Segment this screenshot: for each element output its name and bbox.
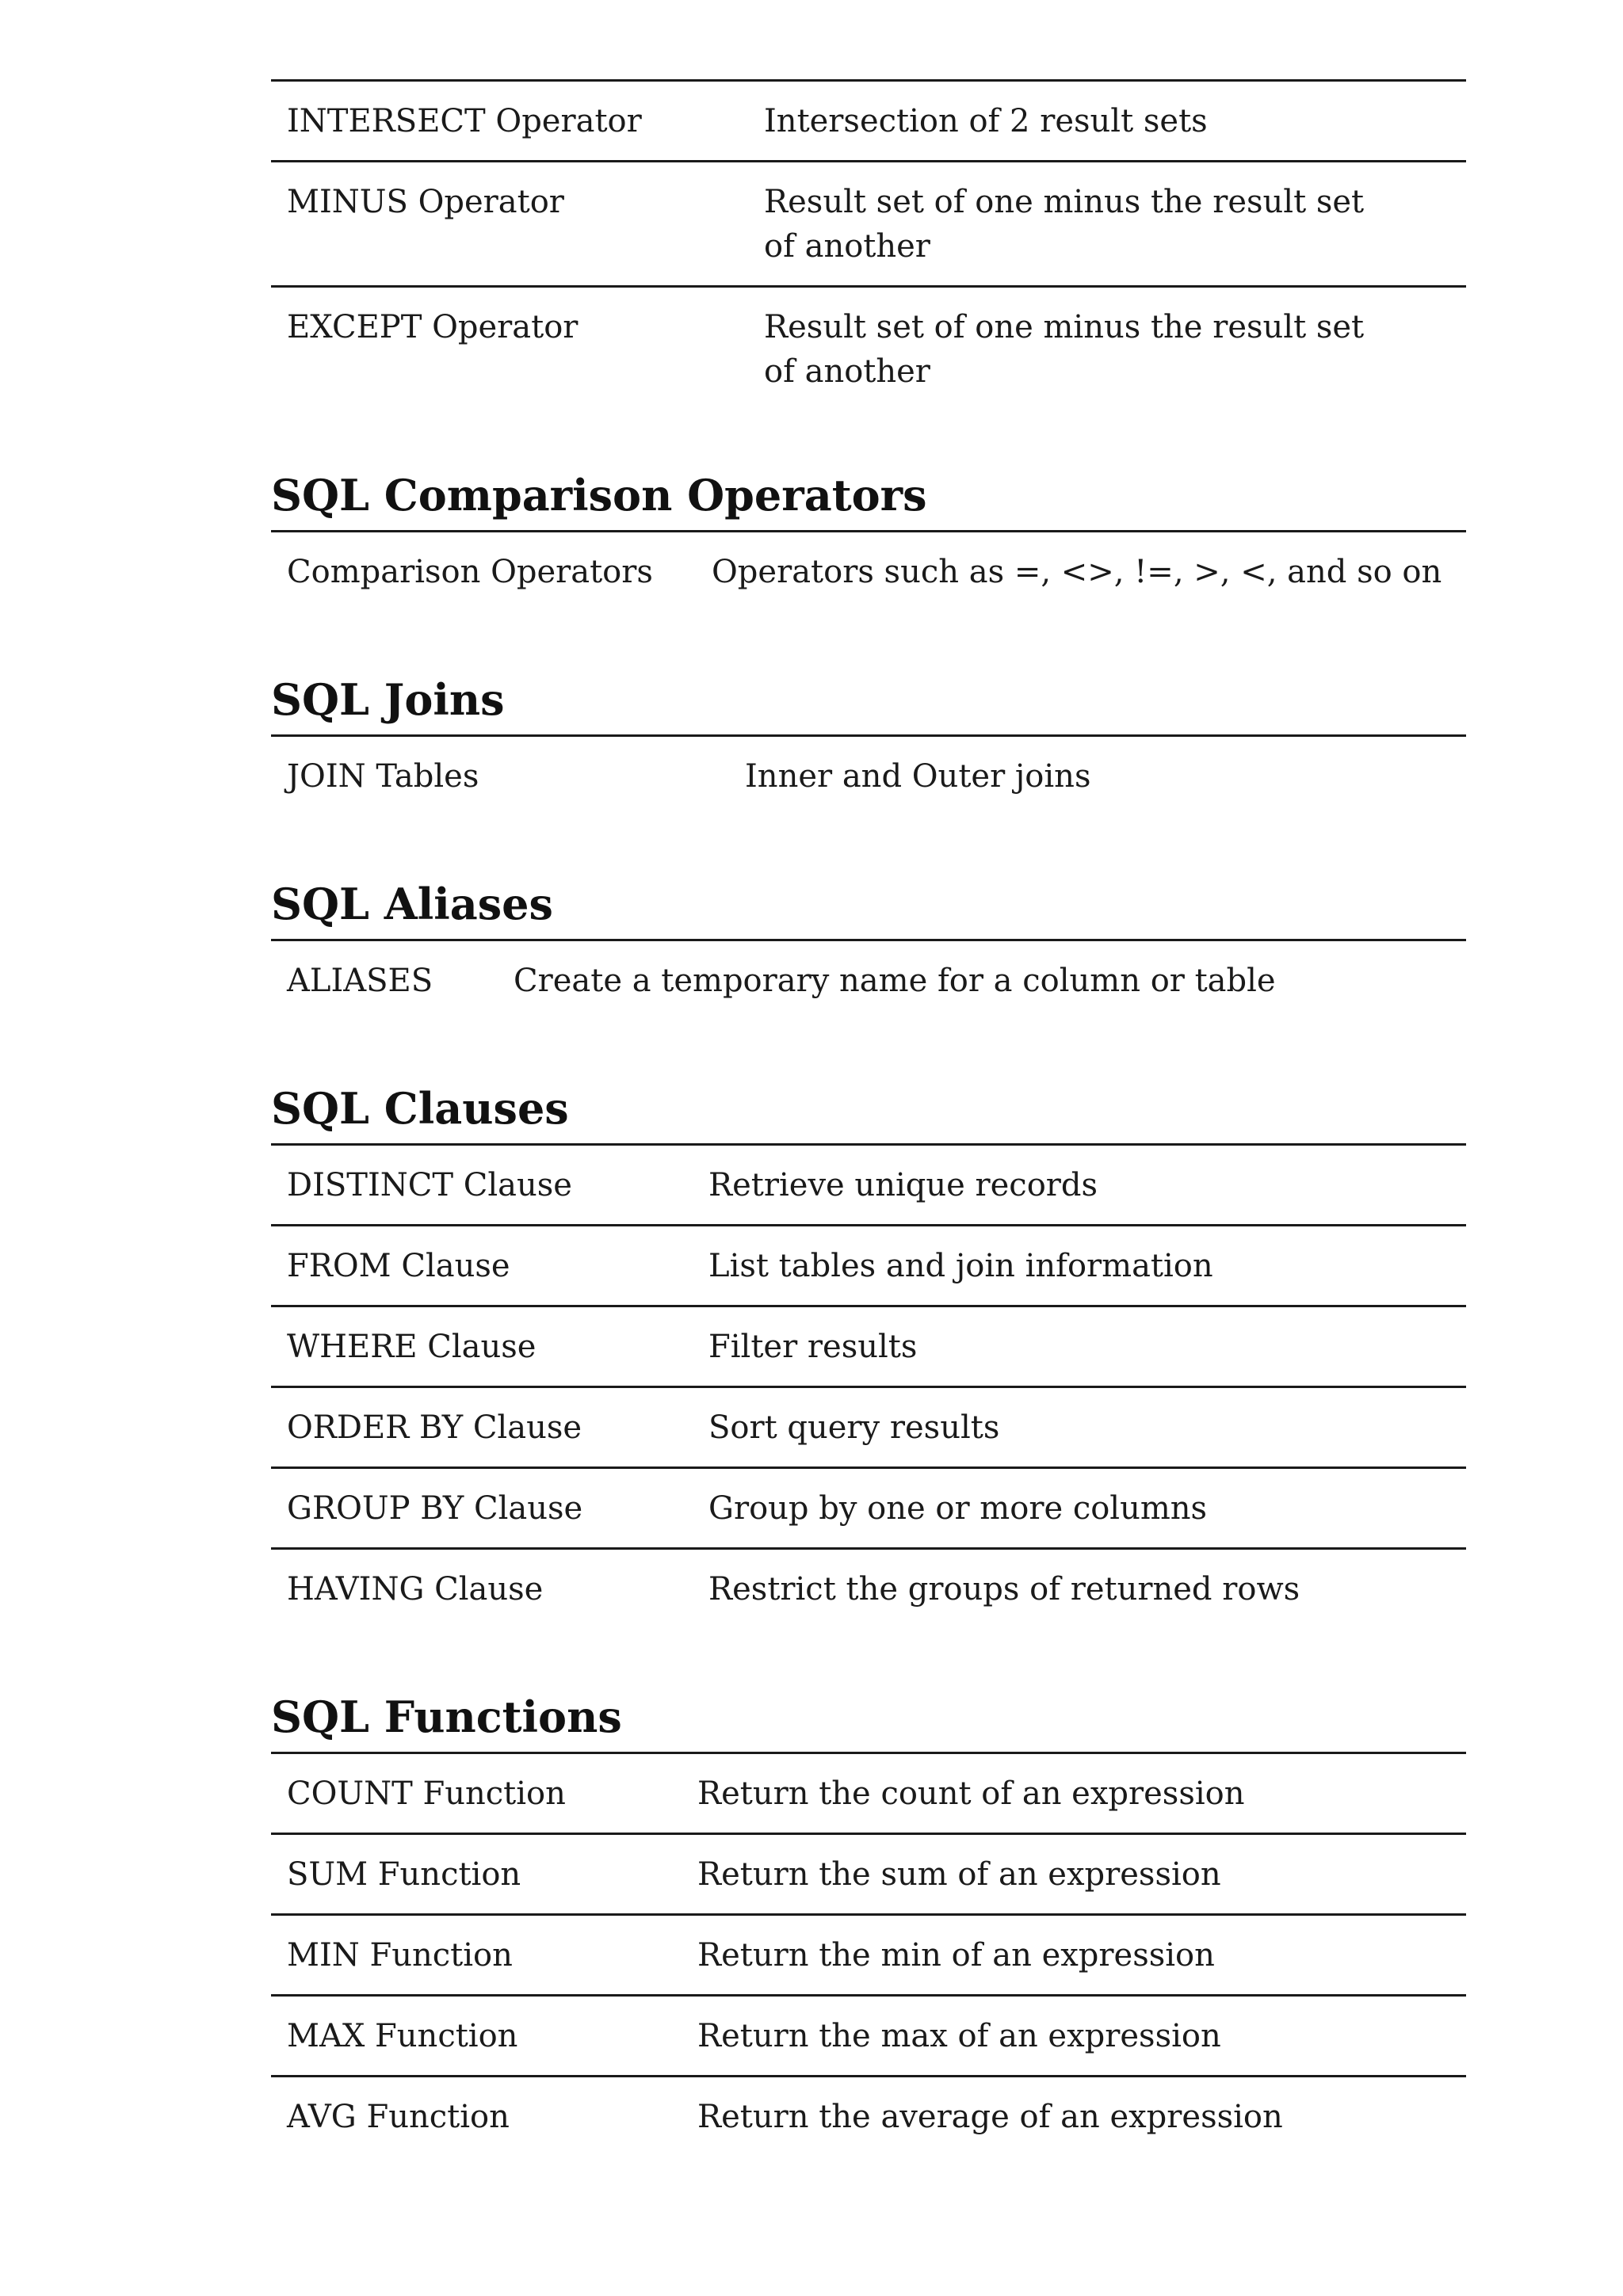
section-heading: SQL Aliases bbox=[271, 879, 553, 929]
term-description: Operators such as =, <>, !=, >, <, and so on bbox=[712, 554, 1442, 590]
term-description: Return the max of an expression bbox=[697, 2018, 1221, 2054]
term-description: Restrict the groups of returned rows bbox=[708, 1571, 1300, 1608]
aliases-section bbox=[271, 879, 1466, 1020]
term-description: List tables and join information bbox=[708, 1248, 1213, 1284]
term-name: HAVING Clause bbox=[287, 1571, 544, 1608]
set-operators-section bbox=[271, 79, 1466, 413]
term-description: Retrieve unique records bbox=[708, 1167, 1098, 1203]
term-name: INTERSECT Operator bbox=[287, 103, 642, 139]
term-description: Return the min of an expression bbox=[697, 1937, 1215, 1974]
term-name: SUM Function bbox=[287, 1856, 521, 1893]
term-description: Group by one or more columns bbox=[708, 1490, 1208, 1527]
comparison-operators-section bbox=[271, 471, 1466, 612]
term-description: Return the average of an expression bbox=[697, 2099, 1283, 2135]
table-row bbox=[271, 82, 1466, 162]
table-row bbox=[271, 1307, 1466, 1388]
term-description: Inner and Outer joins bbox=[745, 758, 1091, 795]
table-row bbox=[271, 737, 1466, 816]
joins-section bbox=[271, 675, 1466, 816]
term-description: Filter results bbox=[708, 1329, 918, 1365]
term-name: Comparison Operators bbox=[287, 554, 653, 590]
section-heading: SQL Clauses bbox=[271, 1083, 569, 1134]
table-row bbox=[271, 1469, 1466, 1550]
table-row bbox=[271, 288, 1466, 413]
term-description: Result set of one minus the result set of another bbox=[764, 184, 1365, 265]
term-name: FROM Clause bbox=[287, 1248, 510, 1284]
table-row bbox=[271, 1550, 1466, 1629]
table-row bbox=[271, 1997, 1466, 2077]
term-name: JOIN Tables bbox=[287, 758, 479, 795]
clauses-table bbox=[271, 1143, 1466, 1629]
term-name: COUNT Function bbox=[287, 1775, 566, 1812]
term-name: AVG Function bbox=[287, 2099, 510, 2135]
section-heading: SQL Comparison Operators bbox=[271, 470, 927, 521]
aliases-table bbox=[271, 939, 1466, 1020]
term-name: ORDER BY Clause bbox=[287, 1409, 582, 1446]
term-description: Intersection of 2 result sets bbox=[764, 103, 1208, 139]
functions-table bbox=[271, 1752, 1466, 2157]
term-description: Return the count of an expression bbox=[697, 1775, 1245, 1812]
term-name: WHERE Clause bbox=[287, 1329, 537, 1365]
table-row bbox=[271, 1754, 1466, 1835]
comparison-operators-table bbox=[271, 530, 1466, 612]
term-name: DISTINCT Clause bbox=[287, 1167, 572, 1203]
term-name: MAX Function bbox=[287, 2018, 518, 2054]
section-heading: SQL Functions bbox=[271, 1691, 622, 1742]
table-row bbox=[271, 1916, 1466, 1997]
term-name: ALIASES bbox=[287, 963, 433, 999]
set-operators-table bbox=[271, 79, 1466, 413]
clauses-section bbox=[271, 1084, 1466, 1629]
term-description: Return the sum of an expression bbox=[697, 1856, 1221, 1893]
term-name: EXCEPT Operator bbox=[287, 309, 579, 345]
term-name: MINUS Operator bbox=[287, 184, 564, 220]
term-description: Create a temporary name for a column or table bbox=[514, 963, 1276, 999]
table-row bbox=[271, 1835, 1466, 1916]
table-row bbox=[271, 1146, 1466, 1226]
table-row bbox=[271, 532, 1466, 612]
term-description: Sort query results bbox=[708, 1409, 1000, 1446]
section-heading: SQL Joins bbox=[271, 674, 505, 725]
functions-section bbox=[271, 1692, 1466, 2157]
term-name: MIN Function bbox=[287, 1937, 513, 1974]
term-description: Result set of one minus the result set of another bbox=[764, 309, 1365, 390]
term-name: GROUP BY Clause bbox=[287, 1490, 583, 1527]
table-row bbox=[271, 941, 1466, 1020]
table-row bbox=[271, 1388, 1466, 1469]
joins-table bbox=[271, 734, 1466, 816]
table-row bbox=[271, 162, 1466, 288]
table-row bbox=[271, 2077, 1466, 2157]
table-row bbox=[271, 1226, 1466, 1307]
